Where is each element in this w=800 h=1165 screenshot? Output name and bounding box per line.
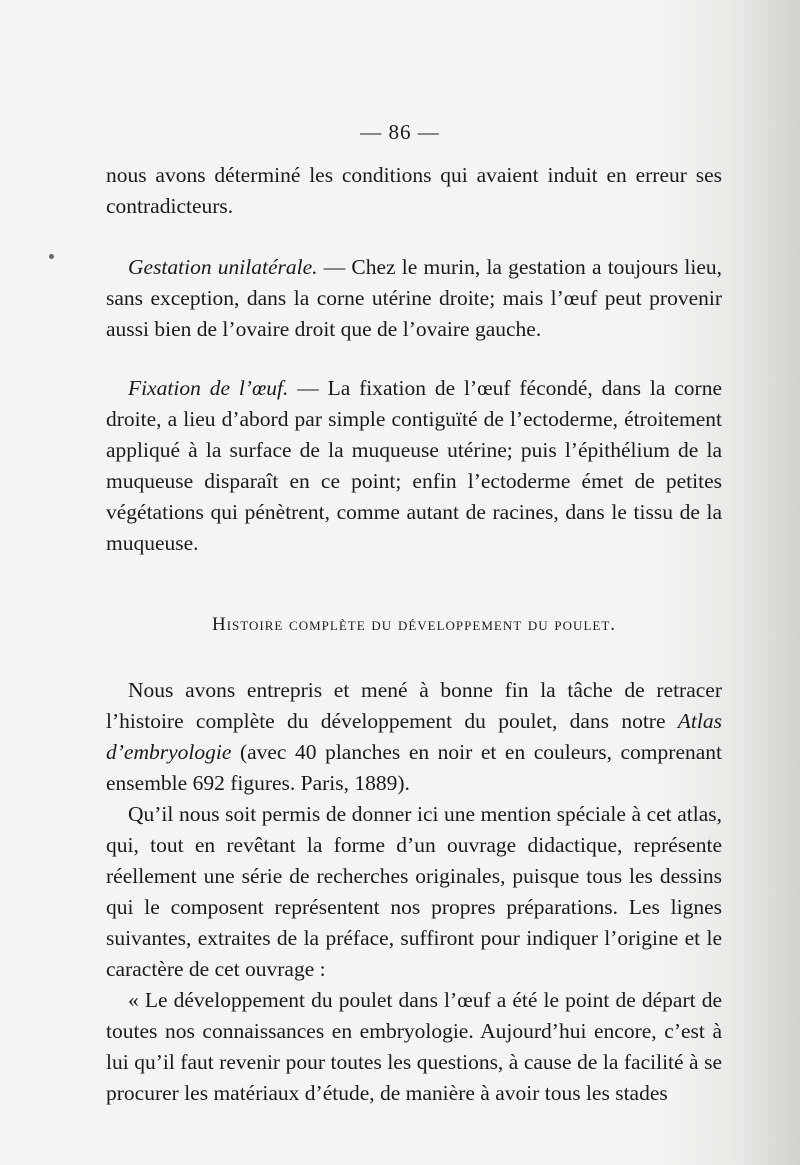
paragraph-text: nous avons déterminé les conditions qui avaient induit en erreur ses contradicteurs. — [106, 163, 722, 218]
paragraph-text: — La fixation de l’œuf fécondé, dans la corne droite, a lieu d’abord par simple contiguïté de l’ectoderme, étroitement appliqué à la surface de la muqueuse utérine; puis l’épithélium de la muqueuse disparaît en ce point; enfin l’ectoderme émet de petites végétations qui pénètrent, comme autant de racines, dans le tissu de la muqueuse. — [106, 376, 722, 555]
paragraph-title: Gestation unilatérale. — [128, 255, 318, 279]
book-title: Atlas d’embryologie — [106, 709, 722, 764]
paragraph-text: — Chez le murin, la gestation a toujours lieu, sans exception, dans la corne utérine droite; mais l’œuf peut provenir aussi bien de l’ovaire droit que de l’ovaire gauche. — [106, 255, 722, 341]
paragraph-fixation — [106, 373, 722, 559]
paragraph-text: (avec 40 planches en noir et en couleurs, comprenant ensemble 692 figures. Paris, 1889). — [106, 740, 722, 795]
paragraph-body — [106, 373, 722, 559]
paragraph-body — [106, 252, 722, 345]
paragraph-mention: Qu’il nous soit permis de donner ici une mention spéciale à cet atlas, qui, tout en revêtant la forme d’un ouvrage didactique, représente réellement une série de recherches originales, puisque tous les dessins qui le composent représentent nos propres préparations. Les lignes suivantes, extraites de la préface, suffiront pour indiquer l’origine et le caractère de cet ouvrage : — [106, 802, 722, 981]
section-heading: Histoire complète du développement du poulet. — [211, 614, 617, 635]
paragraph-quote: « Le développement du poulet dans l’œuf a été le point de départ de toutes nos connaissances en embryologie. Aujourd’hui encore, c’est à lui qu’il faut revenir pour toutes les questions, à cause de la facilité à se procurer les matériaux d’étude, de manière à avoir tous les stades — [106, 988, 722, 1105]
paragraph-title: Fixation de l’œuf. — [128, 376, 289, 400]
paragraph-atlas — [106, 675, 722, 799]
paragraph-gestation — [106, 252, 722, 345]
ink-speck — [49, 254, 54, 259]
section-body — [106, 675, 722, 1109]
paragraph-continuation — [106, 160, 722, 222]
paragraph-text: Nous avons entrepris et mené à bonne fin la tâche de retracer l’histoire complète du développement du poulet, dans notre — [106, 678, 722, 733]
page-number: — 86 — — [360, 120, 440, 144]
